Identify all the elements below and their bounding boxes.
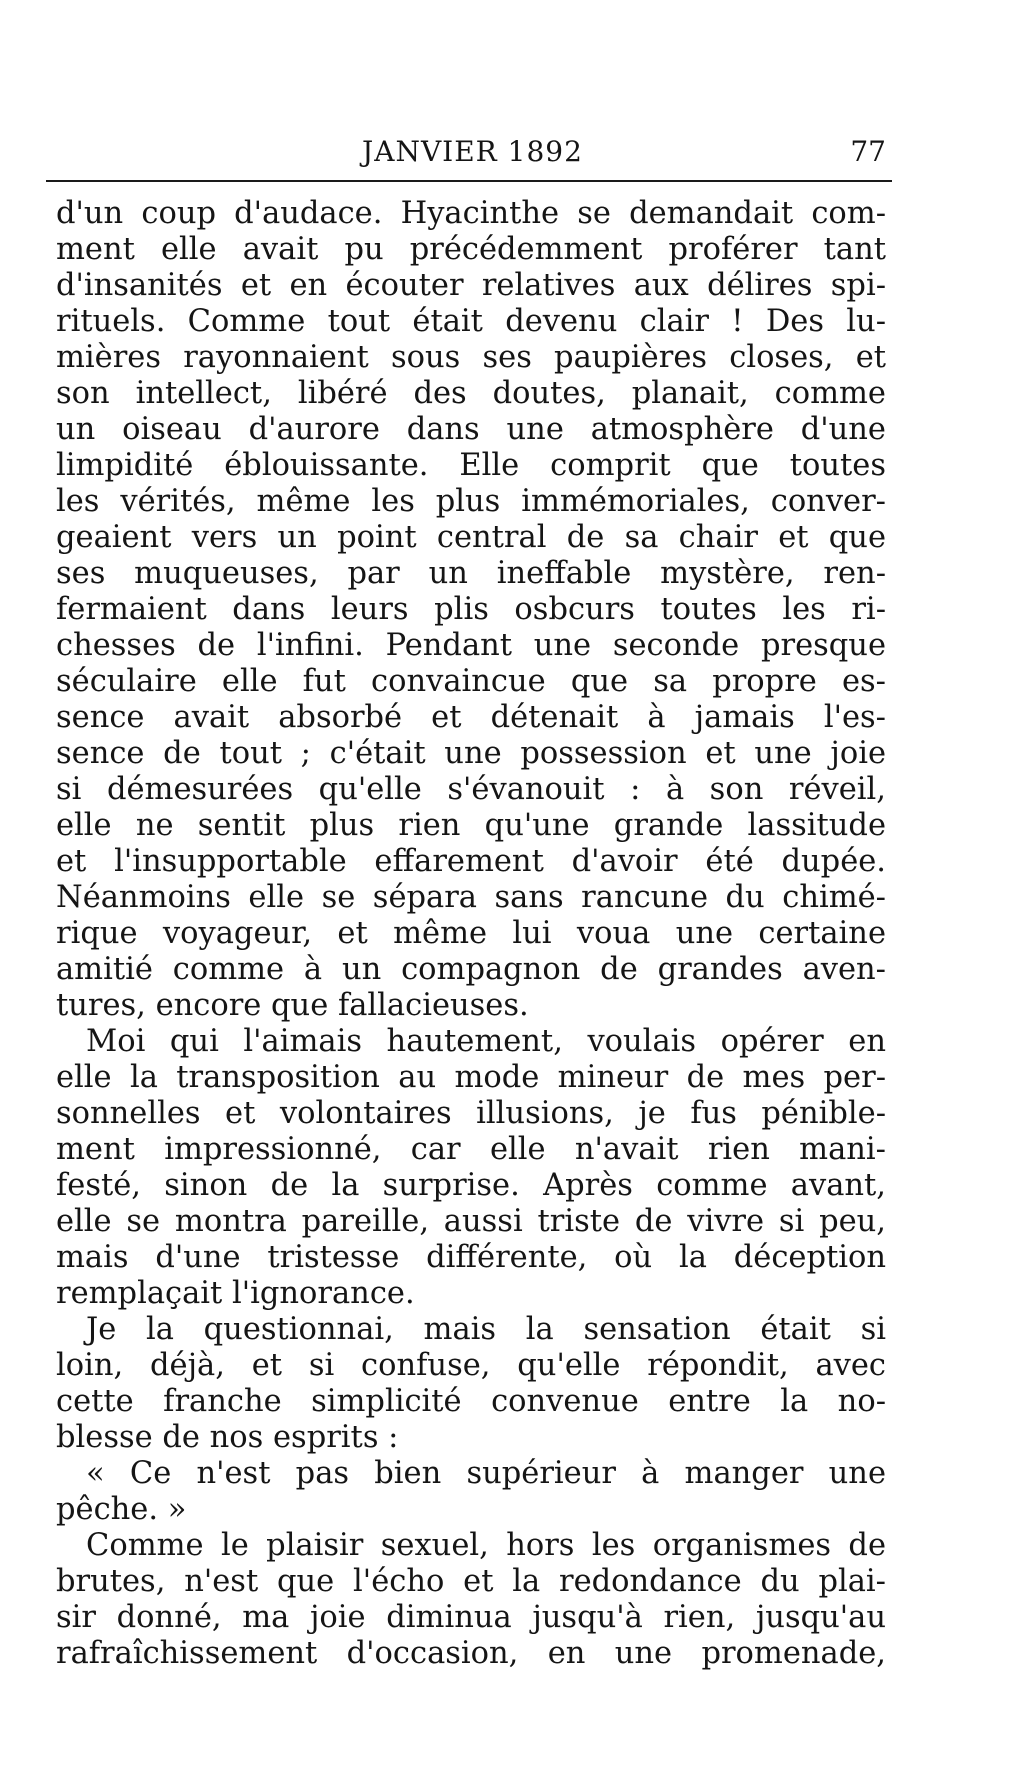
text-line: elle ne sentit plus rien qu'une grande lassitude xyxy=(56,808,886,843)
text-line: rituels. Comme tout était devenu clair ! Des lu- xyxy=(56,304,886,339)
page-number: 77 xyxy=(850,135,886,168)
text-line: Néanmoins elle se sépara sans rancune du chimé- xyxy=(56,880,886,915)
text-line: sir donné, ma joie diminua jusqu'à rien, jusqu'au xyxy=(56,1600,886,1635)
text-line: mières rayonnaient sous ses paupières closes, et xyxy=(56,340,886,375)
text-line: « Ce n'est pas bien supérieur à manger une xyxy=(86,1456,886,1491)
text-line: limpidité éblouissante. Elle comprit que toutes xyxy=(56,448,886,483)
text-line: amitié comme à un compagnon de grandes aven- xyxy=(56,952,886,987)
text-line: Je la questionnai, mais la sensation était si xyxy=(86,1312,886,1347)
text-line: fermaient dans leurs plis osbcurs toutes les ri- xyxy=(56,592,886,627)
text-line: elle se montra pareille, aussi triste de vivre si peu, xyxy=(56,1204,886,1239)
text-line: blesse de nos esprits : xyxy=(56,1420,399,1455)
text-line: cette franche simplicité convenue entre la no- xyxy=(56,1384,886,1419)
text-line: et l'insupportable effarement d'avoir été dupée. xyxy=(56,844,886,879)
text-line: geaient vers un point central de sa chair et que xyxy=(56,520,886,555)
text-line: festé, sinon de la surprise. Après comme avant, xyxy=(56,1168,886,1203)
text-line: ses muqueuses, par un ineffable mystère, ren- xyxy=(56,556,886,591)
text-line: Comme le plaisir sexuel, hors les organismes de xyxy=(86,1528,886,1563)
body-text xyxy=(56,196,886,1672)
text-line: les vérités, même les plus immémoriales, conver- xyxy=(56,484,886,519)
text-line: brutes, n'est que l'écho et la redondance du plai- xyxy=(56,1564,886,1599)
text-line: séculaire elle fut convaincue que sa propre es- xyxy=(56,664,886,699)
text-line: chesses de l'infini. Pendant une seconde presque xyxy=(56,628,886,663)
text-line: elle la transposition au mode mineur de mes per- xyxy=(56,1060,886,1095)
text-line: si démesurées qu'elle s'évanouit : à son réveil, xyxy=(56,772,886,807)
text-line: son intellect, libéré des doutes, planait, comme xyxy=(56,376,886,411)
text-line: d'insanités et en écouter relatives aux délires spi- xyxy=(56,268,886,303)
text-line: pêche. » xyxy=(56,1492,187,1527)
text-line: sence de tout ; c'était une possession et une joie xyxy=(56,736,886,771)
text-line: sonnelles et volontaires illusions, je fus pénible- xyxy=(56,1096,886,1131)
text-line: tures, encore que fallacieuses. xyxy=(56,988,529,1023)
text-line: loin, déjà, et si confuse, qu'elle répondit, avec xyxy=(56,1348,886,1383)
header-rule xyxy=(46,180,892,182)
text-line: ment elle avait pu précédemment proférer tant xyxy=(56,232,886,267)
running-title: JANVIER 1892 xyxy=(362,135,583,168)
text-line: rafraîchissement d'occasion, en une promenade, xyxy=(56,1636,886,1671)
text-line: ment impressionné, car elle n'avait rien mani- xyxy=(56,1132,886,1167)
text-line: rique voyageur, et même lui voua une certaine xyxy=(56,916,886,951)
text-line: sence avait absorbé et détenait à jamais l'es- xyxy=(56,700,886,735)
text-line: un oiseau d'aurore dans une atmosphère d'une xyxy=(56,412,886,447)
text-line: mais d'une tristesse différente, où la déception xyxy=(56,1240,886,1275)
text-line: remplaçait l'ignorance. xyxy=(56,1276,415,1311)
text-line: Moi qui l'aimais hautement, voulais opérer en xyxy=(86,1024,886,1059)
text-line: d'un coup d'audace. Hyacinthe se demandait com- xyxy=(56,196,886,231)
page-header xyxy=(46,132,886,172)
